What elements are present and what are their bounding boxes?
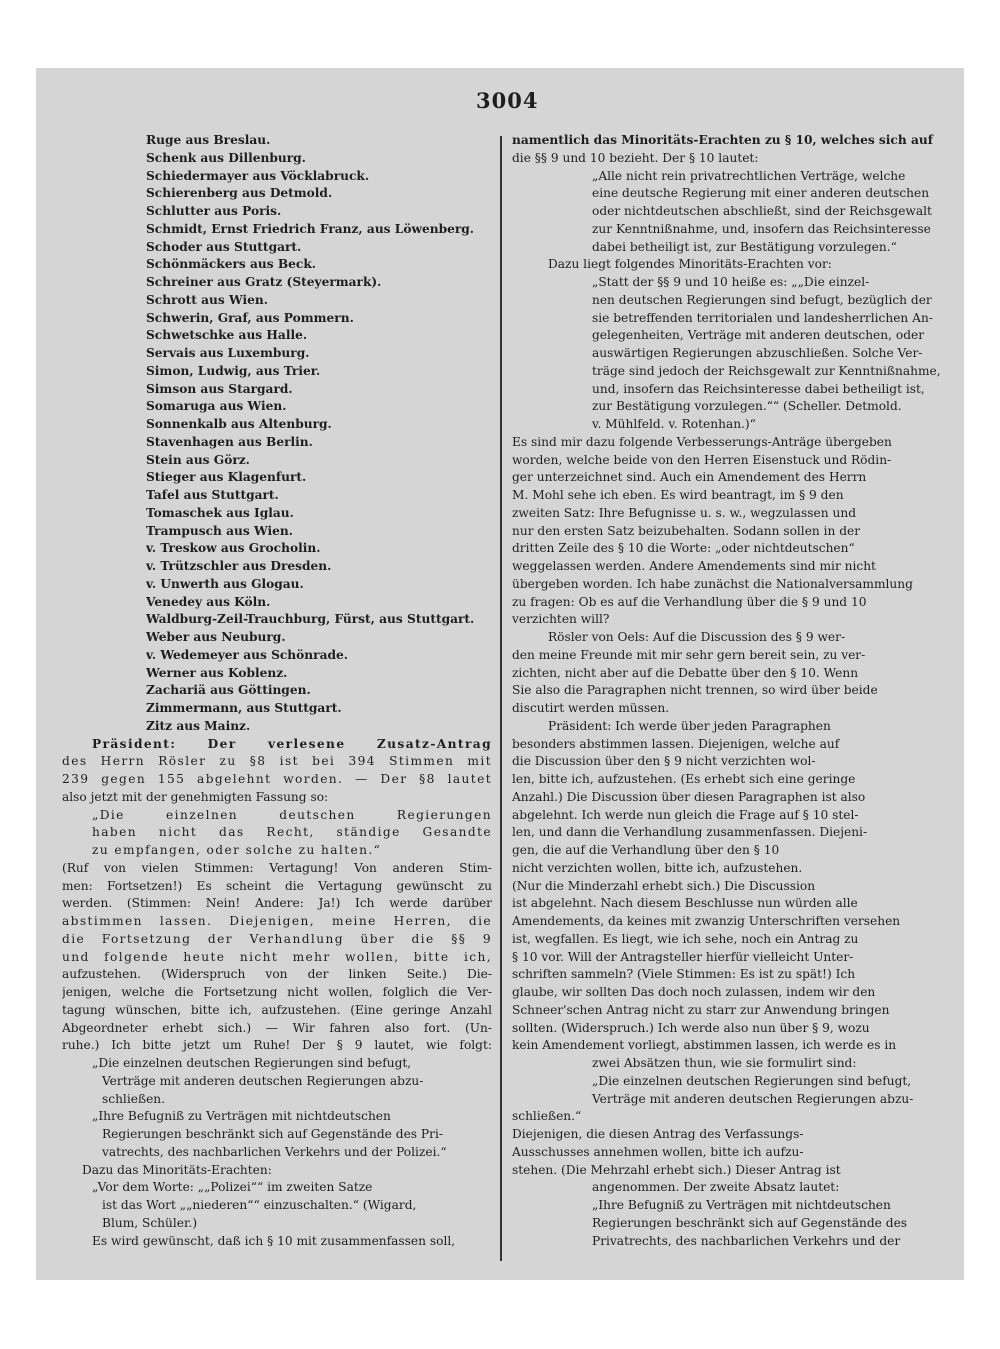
text-line: zu fragen: Ob es auf die Verhandlung über die § 9 und 10 — [512, 594, 867, 609]
text-line: Sie also die Paragraphen nicht trennen, so wird über beide — [512, 683, 878, 698]
text-line: „Die einzelnen deutschen Regierungen sind befugt, — [592, 1073, 912, 1088]
text-line: len, bitte ich, aufzustehen. (Es erhebt sich eine geringe — [512, 772, 856, 786]
voter-name: Schönmäckers aus Beck. — [146, 257, 317, 272]
voter-name: Weber aus Neuburg. — [146, 630, 286, 644]
text-line: sie betreffenden territorialen und landesherrlichen An- — [592, 310, 933, 325]
voter-name: Schoder aus Stuttgart. — [146, 239, 302, 254]
text-line: Abgeordneter erhebt sich.) — Wir fahren also fort. (Un- — [62, 1020, 492, 1035]
text-line: gen, die auf die Verhandlung über den § 10 — [512, 843, 780, 857]
voter-name: Schlutter aus Poris. — [146, 204, 282, 218]
text-line: Es sind mir dazu folgende Verbesserungs-Anträge übergeben — [512, 434, 892, 449]
text-line: und folgende heute nicht mehr wollen, bitte ich, — [62, 949, 492, 964]
voter-name: Schiedermayer aus Vöcklabruck. — [146, 168, 370, 183]
text-line: jenigen, welche die Fortsetzung nicht wollen, folglich die Ver- — [62, 985, 492, 999]
text-line: stehen. (Die Mehrzahl erhebt sich.) Dieser Antrag ist — [512, 1162, 841, 1177]
text-line: „Vor dem Worte: „„Polizei““ im zweiten Satze — [92, 1180, 373, 1195]
voter-name: v. Unwerth aus Glogau. — [146, 576, 304, 591]
voter-name: v. Trützschler aus Dresden. — [146, 559, 332, 573]
text-line: zichten, nicht aber auf die Debatte über den § 10. Wenn — [512, 665, 859, 680]
text-line: (Nur die Minderzahl erhebt sich.) Die Discussion — [512, 878, 816, 893]
voter-name: Zitz aus Mainz. — [146, 718, 251, 733]
text-line: angenommen. Der zweite Absatz lautet: — [592, 1180, 840, 1195]
text-line: Anzahl.) Die Discussion über diesen Paragraphen ist also — [512, 789, 866, 804]
voter-name: Schierenberg aus Detmold. — [146, 186, 333, 201]
text-line: die §§ 9 und 10 bezieht. Der § 10 lautet: — [512, 150, 759, 165]
voter-name-list — [62, 132, 492, 736]
text-line: Amendements, da keines mit zwanzig Unterschriften versehen — [512, 914, 901, 928]
text-line: „Ihre Befugniß zu Verträgen mit nichtdeutschen — [92, 1109, 391, 1124]
text-line: also jetzt mit der genehmigten Fassung so: — [62, 789, 329, 804]
voter-name: Tafel aus Stuttgart. — [146, 488, 279, 502]
column-divider — [500, 136, 502, 1261]
text-line: ruhe.) Ich bitte jetzt um Ruhe! Der § 9 lautet, wie folgt: — [62, 1038, 492, 1053]
text-line: die Fortsetzung der Verhandlung über die §§ 9 — [62, 931, 492, 946]
voter-name: Schmidt, Ernst Friedrich Franz, aus Löwenberg. — [146, 221, 475, 236]
text-line: „Die einzelnen deutschen Regierungen — [92, 807, 492, 822]
voter-name: Schwetschke aus Halle. — [146, 328, 308, 343]
text-line: Schneer'schen Antrag nicht zu starr zur Anwendung bringen — [512, 1002, 890, 1017]
text-line: Es wird gewünscht, daß ich § 10 mit zusammenfassen soll, — [92, 1233, 456, 1248]
text-line: Diejenigen, die diesen Antrag des Verfassungs- — [512, 1127, 804, 1141]
voter-name: Zimmermann, aus Stuttgart. — [146, 701, 342, 715]
text-line: eine deutsche Regierung mit einer anderen deutschen — [592, 186, 930, 201]
text-line: zu empfangen, oder solche zu halten.“ — [92, 843, 382, 857]
voter-name: Ruge aus Breslau. — [146, 133, 271, 147]
text-line: nicht verzichten wollen, bitte ich, aufzustehen. — [512, 860, 803, 875]
voter-name: Servais aus Luxemburg. — [146, 346, 310, 360]
text-line: worden, welche beide von den Herren Eisenstuck und Rödin- — [512, 452, 892, 467]
text-line: nen deutschen Regierungen sind befugt, bezüglich der — [592, 292, 932, 307]
text-line: des Herrn Rösler zu §8 ist bei 394 Stimmen mit — [62, 754, 492, 769]
text-line: die Discussion über den § 9 nicht verzichten wol- — [512, 754, 816, 769]
left-column — [62, 132, 492, 1250]
text-line: dabei betheiligt ist, zur Bestätigung vorzulegen.“ — [592, 239, 897, 254]
voter-name: Simon, Ludwig, aus Trier. — [146, 363, 321, 378]
text-line: verzichten will? — [512, 612, 610, 627]
text-line: zweiten Satz: Ihre Befugnisse u. s. w., wegzulassen und — [512, 505, 856, 520]
text-line: und, insofern das Reichsinteresse dabei betheiligt ist, — [592, 381, 925, 396]
voter-name: Trampusch aus Wien. — [146, 523, 293, 538]
text-line: Dazu das Minoritäts-Erachten: — [82, 1162, 272, 1177]
text-line: „Ihre Befugniß zu Verträgen mit nichtdeutschen — [592, 1198, 891, 1212]
text-line: dritten Zeile des § 10 die Worte: „oder nichtdeutschen“ — [512, 541, 855, 556]
text-line: len, und dann die Verhandlung zusammenfassen. Diejeni- — [512, 825, 868, 840]
voter-name: v. Treskow aus Grocholin. — [146, 541, 321, 556]
text-line: zwei Absätzen thun, wie sie formulirt sind: — [592, 1056, 857, 1070]
text-line: (Ruf von vielen Stimmen: Vertagung! Von anderen Stim- — [62, 860, 492, 875]
text-line: tagung wünschen, bitte ich, aufzustehen. (Eine geringe Anzahl — [62, 1002, 492, 1017]
text-line: ist, wegfallen. Es liegt, wie ich sehe, noch ein Antrag zu — [512, 931, 859, 946]
text-line: schließen. — [102, 1091, 166, 1106]
voter-name: Schwerin, Graf, aus Pommern. — [146, 310, 354, 325]
text-line: werden. (Stimmen: Nein! Andere: Ja!) Ich werde darüber — [62, 896, 492, 911]
text-line: den meine Freunde mit mir sehr gern bereit sein, zu ver- — [512, 647, 866, 662]
text-line: gelegenheiten, Verträge mit anderen deutschen, oder — [592, 328, 925, 343]
right-column — [512, 132, 944, 1250]
text-line: v. Mühlfeld. v. Rotenhan.)“ — [592, 417, 756, 431]
text-line: schließen.“ — [512, 1109, 582, 1124]
text-line: ger unterzeichnet sind. Auch ein Amendement des Herrn — [512, 470, 867, 485]
voter-name: Stein aus Görz. — [146, 452, 250, 467]
voter-name: Venedey aus Köln. — [146, 594, 271, 609]
text-line: „Statt der §§ 9 und 10 heiße es: „„Die einzel- — [592, 275, 870, 289]
text-line: Präsident: Ich werde über jeden Paragraphen — [548, 718, 831, 733]
text-line: glaube, wir sollten Das doch noch zulassen, indem wir den — [512, 985, 876, 999]
text-line: Blum, Schüler.) — [102, 1215, 198, 1230]
voter-name: Schrott aus Wien. — [146, 292, 268, 307]
voter-name: Sonnenkalb aus Altenburg. — [146, 417, 332, 431]
voter-name: Werner aus Koblenz. — [146, 665, 288, 680]
text-line: aufzustehen. (Widerspruch von der linken Seite.) Die- — [62, 967, 492, 982]
text-line: oder nichtdeutschen abschließt, sind der Reichsgewalt — [592, 204, 932, 218]
text-line: nur den ersten Satz beizubehalten. Sodann sollen in der — [512, 523, 861, 538]
text-line: weggelassen werden. Andere Amendements sind mir nicht — [512, 559, 876, 573]
text-line: ist das Wort „„niederen““ einzuschalten.“ (Wigard, — [102, 1198, 417, 1212]
voter-name: Simson aus Stargard. — [146, 381, 293, 396]
voter-name: Tomaschek aus Iglau. — [146, 505, 294, 520]
text-line: auswärtigen Regierungen abzuschließen. Solche Ver- — [592, 346, 923, 360]
page-number: 3004 — [476, 88, 539, 113]
voter-name: Waldburg-Zeil-Trauchburg, Fürst, aus Stuttgart. — [146, 612, 475, 627]
voter-name: Stavenhagen aus Berlin. — [146, 434, 313, 449]
text-line: Verträge mit anderen deutschen Regierungen abzu- — [592, 1091, 914, 1106]
text-line: Regierungen beschränkt sich auf Gegenstände des — [592, 1215, 908, 1230]
text-line: Ausschusses annehmen wollen, bitte ich aufzu- — [512, 1144, 804, 1159]
voter-name: Zachariä aus Göttingen. — [146, 683, 311, 698]
text-line: träge sind jedoch der Reichsgewalt zur Kenntnißnahme, — [592, 363, 941, 378]
text-line: men: Fortsetzen!) Es scheint die Vertagung gewünscht zu — [62, 878, 492, 893]
text-line: vatrechts, des nachbarlichen Verkehrs und der Polizei.“ — [102, 1144, 447, 1159]
text-line: Rösler von Oels: Auf die Discussion des § 9 wer- — [548, 630, 846, 644]
text-line: namentlich das Minoritäts-Erachten zu § 10, welches sich auf — [512, 133, 933, 147]
text-line: schriften sammeln? (Viele Stimmen: Es ist zu spät!) Ich — [512, 967, 856, 982]
text-line: Privatrechts, des nachbarlichen Verkehrs und der — [592, 1233, 901, 1248]
text-line: sollten. (Widerspruch.) Ich werde also nun über § 9, wozu — [512, 1020, 870, 1035]
text-line: zur Kenntnißnahme, und, insofern das Reichsinteresse — [592, 221, 931, 236]
text-line: „Alle nicht rein privatrechtlichen Verträge, welche — [592, 168, 906, 183]
text-line: kein Amendement vorliegt, abstimmen lassen, ich werde es in — [512, 1038, 897, 1053]
text-line: Dazu liegt folgendes Minoritäts-Erachten vor: — [548, 257, 832, 272]
voter-name: Stieger aus Klagenfurt. — [146, 470, 307, 485]
voter-name: Somaruga aus Wien. — [146, 399, 287, 414]
text-line: ist abgelehnt. Nach diesem Beschlusse nun würden alle — [512, 896, 858, 911]
text-line: besonders abstimmen lassen. Diejenigen, welche auf — [512, 736, 840, 751]
text-line: Regierungen beschränkt sich auf Gegenstände des Pri- — [102, 1127, 443, 1141]
text-line: abgelehnt. Ich werde nun gleich die Frage auf § 10 stel- — [512, 807, 859, 822]
text-line: 239 gegen 155 abgelehnt worden. — Der §8 lautet — [62, 772, 492, 786]
voter-name: Schreiner aus Gratz (Steyermark). — [146, 275, 382, 289]
text-line: Präsident: Der verlesene Zusatz-Antrag — [92, 736, 492, 751]
text-line: discutirt werden müssen. — [512, 701, 670, 715]
text-line: abstimmen lassen. Diejenigen, meine Herren, die — [62, 914, 492, 928]
voter-name: v. Wedemeyer aus Schönrade. — [146, 647, 348, 662]
text-line: M. Mohl sehe ich eben. Es wird beantragt, im § 9 den — [512, 488, 844, 502]
voter-name: Schenk aus Dillenburg. — [146, 150, 306, 165]
text-line: „Die einzelnen deutschen Regierungen sind befugt, — [92, 1056, 412, 1070]
text-line: Verträge mit anderen deutschen Regierungen abzu- — [102, 1073, 424, 1088]
text-line: § 10 vor. Will der Antragsteller hierfür vielleicht Unter- — [512, 949, 854, 964]
text-line: haben nicht das Recht, ständige Gesandte — [92, 825, 492, 840]
text-line: übergeben worden. Ich habe zunächst die Nationalversammlung — [512, 576, 913, 591]
text-line: zur Bestätigung vorzulegen.““ (Scheller. Detmold. — [592, 399, 902, 414]
